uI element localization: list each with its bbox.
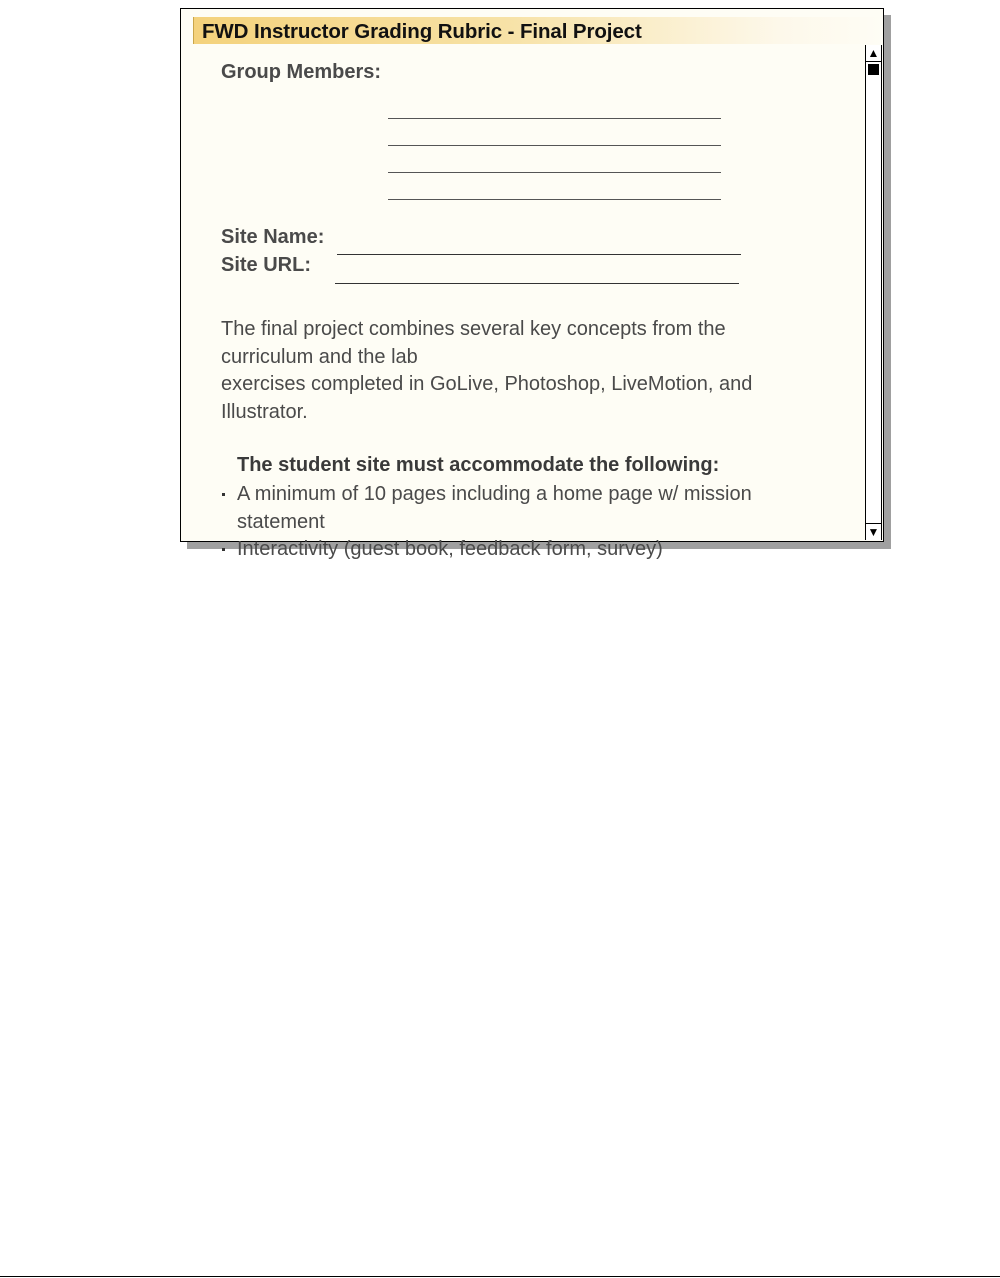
site-url-line[interactable]	[335, 283, 739, 284]
group-member-4-line[interactable]	[388, 199, 721, 200]
list-item	[221, 536, 821, 564]
list-item-text: Interactivity (guest book, feedback form, survey)	[237, 538, 663, 560]
vertical-scrollbar[interactable]	[865, 45, 882, 540]
window-title: FWD Instructor Grading Rubric - Final Project	[202, 20, 642, 43]
site-url-label: Site URL:	[221, 254, 311, 276]
page-bottom-rule	[0, 1276, 1000, 1277]
scroll-up-arrow-icon[interactable]: ▲	[867, 46, 880, 60]
list-item	[221, 481, 821, 536]
description-line: The final project combines several key concepts from the	[221, 318, 726, 340]
group-member-1-line[interactable]	[388, 118, 721, 119]
site-name-line[interactable]	[337, 254, 741, 255]
bullet-icon	[222, 493, 225, 496]
rubric-window	[180, 8, 884, 560]
site-name-label: Site Name:	[221, 226, 325, 248]
bullet-icon	[222, 548, 225, 551]
description-line: Illustrator.	[221, 400, 308, 423]
group-member-2-line[interactable]	[388, 145, 721, 146]
group-members-label: Group Members:	[221, 61, 382, 83]
description-line: exercises completed in GoLive, Photoshop, LiveMotion, and	[221, 373, 753, 395]
project-description	[221, 316, 821, 426]
list-item-text: A minimum of 10 pages including a home page w/ mission	[237, 483, 752, 505]
title-bar	[193, 17, 882, 44]
requirements-heading: The student site must accommodate the following:	[237, 454, 720, 476]
scroll-down-arrow-icon[interactable]: ▼	[867, 525, 880, 539]
group-member-3-line[interactable]	[388, 172, 721, 173]
scroll-thumb[interactable]	[868, 64, 879, 75]
description-line: curriculum and the lab	[221, 345, 418, 368]
requirements-list	[221, 481, 821, 564]
list-item-text-continued: statement	[237, 510, 325, 533]
